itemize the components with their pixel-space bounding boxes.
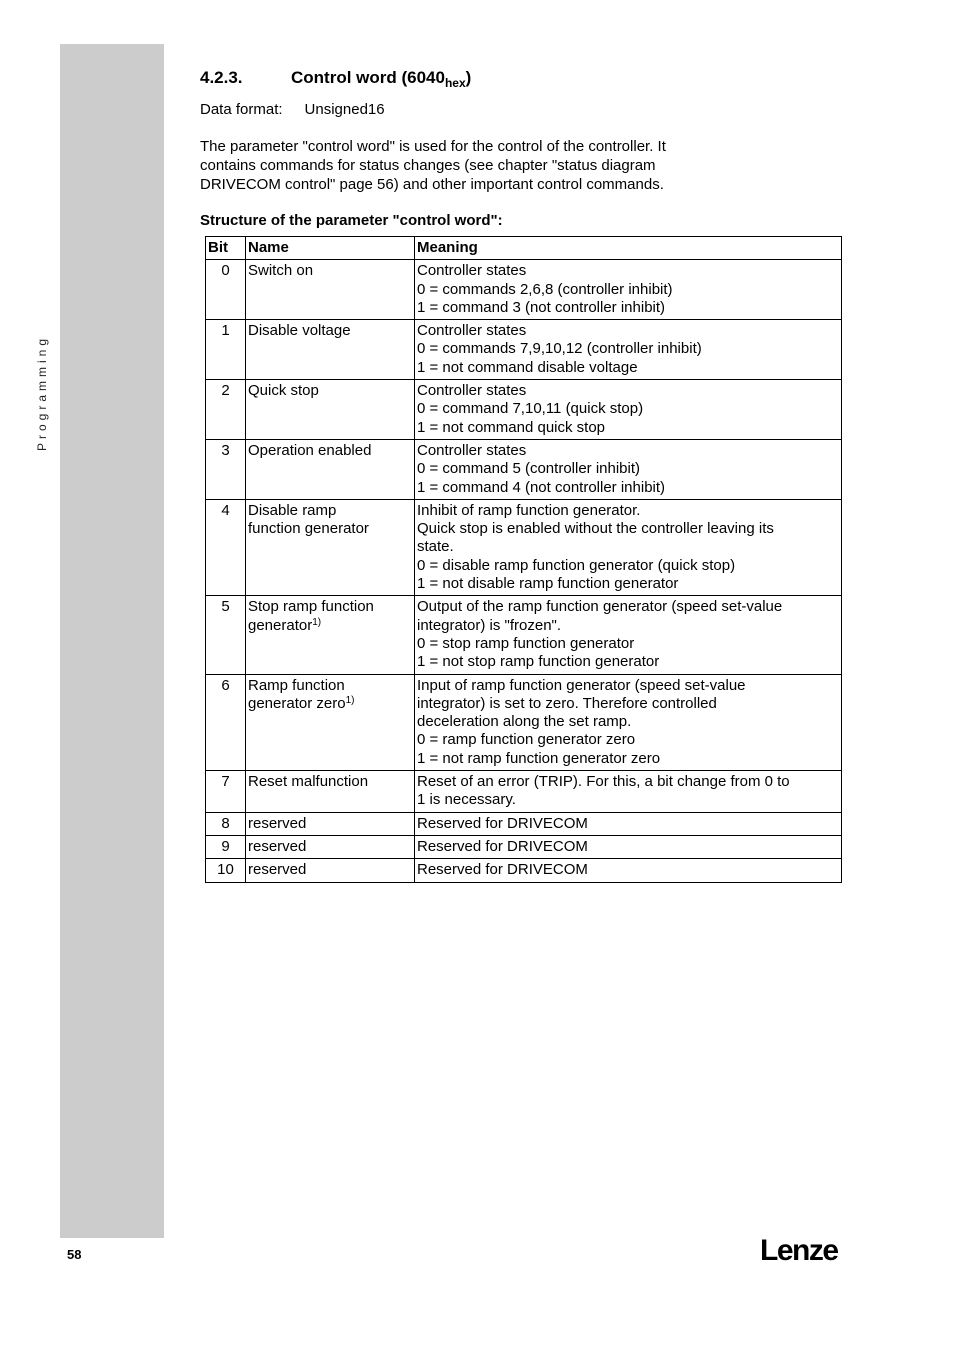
- cell-bit: 10: [206, 859, 246, 882]
- meaning-line: Controller states: [417, 262, 527, 280]
- meaning-line: 1 is necessary.: [417, 791, 516, 809]
- cell-name: [246, 320, 415, 380]
- name-line: [248, 695, 412, 713]
- cell-bit: 3: [206, 439, 246, 499]
- data-format-value: Unsigned16: [304, 101, 385, 118]
- meaning-line: Controller states: [417, 322, 527, 340]
- cell-bit: 6: [206, 674, 246, 770]
- footnote-marker: 1): [312, 616, 322, 628]
- cell-meaning: [415, 380, 842, 440]
- cell-bit: 0: [206, 260, 246, 320]
- meaning-line: Reserved for DRIVECOM: [417, 837, 588, 855]
- name-text: reserved: [248, 814, 307, 832]
- meaning-line: 0 = commands 2,6,8 (controller inhibit): [417, 280, 673, 298]
- cell-meaning: [415, 596, 842, 674]
- name-line: [248, 617, 412, 635]
- data-format-label: Data format:: [200, 101, 283, 118]
- name-line: [248, 861, 412, 879]
- side-label-text: Programming: [35, 334, 49, 452]
- table-row: [206, 859, 842, 882]
- meaning-line: 1 = not command quick stop: [417, 418, 606, 436]
- table-row: [206, 812, 842, 835]
- cell-bit: 4: [206, 499, 246, 595]
- name-text: Ramp function: [248, 676, 345, 694]
- name-line: [248, 815, 412, 833]
- cell-name: [246, 596, 415, 674]
- intro-line: contains commands for status changes (see chapter "status diagram: [200, 157, 656, 174]
- side-band: [60, 44, 164, 1238]
- cell-bit: 1: [206, 320, 246, 380]
- meaning-line: Inhibit of ramp function generator.: [417, 501, 641, 519]
- table-row: [206, 771, 842, 813]
- meaning-line: Reserved for DRIVECOM: [417, 861, 588, 879]
- cell-meaning: [415, 835, 842, 858]
- meaning-line: Quick stop is enabled without the controller leaving its: [417, 520, 774, 538]
- cell-name: [246, 859, 415, 882]
- name-text: Reset malfunction: [248, 773, 369, 791]
- header-name: Name: [246, 237, 415, 260]
- table-row: [206, 674, 842, 770]
- name-text: function generator: [248, 520, 369, 538]
- control-word-table: [205, 236, 842, 883]
- meaning-line: Reset of an error (TRIP). For this, a bit change from 0 to: [417, 773, 790, 791]
- meaning-line: Controller states: [417, 441, 527, 459]
- name-text: Disable ramp: [248, 501, 337, 519]
- meaning-line: integrator) is "frozen".: [417, 616, 562, 634]
- meaning-line: 0 = stop ramp function generator: [417, 634, 635, 652]
- table-row: [206, 260, 842, 320]
- table-body: [206, 260, 842, 882]
- name-line: [248, 598, 412, 616]
- meaning-line: Input of ramp function generator (speed set-value: [417, 676, 746, 694]
- meaning-line: deceleration along the set ramp.: [417, 713, 632, 731]
- meaning-line: 0 = ramp function generator zero: [417, 731, 636, 749]
- cell-meaning: [415, 859, 842, 882]
- cell-meaning: [415, 812, 842, 835]
- cell-bit: 8: [206, 812, 246, 835]
- meaning-line: 0 = command 5 (controller inhibit): [417, 460, 641, 478]
- name-text: Switch on: [248, 262, 314, 280]
- cell-meaning: [415, 674, 842, 770]
- intro-line: DRIVECOM control" page 56) and other important control commands.: [200, 176, 664, 193]
- meaning-line: 1 = not command disable voltage: [417, 358, 638, 376]
- cell-name: [246, 674, 415, 770]
- cell-name: [246, 771, 415, 813]
- name-line: [248, 773, 412, 791]
- name-line: [248, 382, 412, 400]
- name-text: generator zero: [248, 694, 346, 712]
- cell-meaning: [415, 439, 842, 499]
- section-title: Control word (6040: [291, 68, 445, 87]
- name-line: [248, 520, 412, 538]
- name-line: [248, 838, 412, 856]
- section-number: 4.2.3.: [200, 68, 243, 87]
- cell-bit: 2: [206, 380, 246, 440]
- page-number: 58: [67, 1247, 82, 1262]
- name-text: reserved: [248, 837, 307, 855]
- meaning-line: 0 = command 7,10,11 (quick stop): [417, 400, 644, 418]
- table-row: [206, 380, 842, 440]
- cell-name: [246, 812, 415, 835]
- meaning-line: Output of the ramp function generator (speed set-value: [417, 598, 783, 616]
- cell-bit: 9: [206, 835, 246, 858]
- name-text: Operation enabled: [248, 441, 372, 459]
- data-format: [200, 101, 385, 118]
- name-line: [248, 322, 412, 340]
- section-title-subscript: hex: [444, 76, 466, 90]
- intro-paragraph: [200, 137, 720, 194]
- table-row: [206, 835, 842, 858]
- meaning-line: state.: [417, 538, 454, 556]
- cell-bit: 5: [206, 596, 246, 674]
- section-title-close: ): [465, 68, 472, 87]
- meaning-line: 0 = commands 7,9,10,12 (controller inhibit): [417, 340, 702, 358]
- name-line: [248, 502, 412, 520]
- table-row: [206, 499, 842, 595]
- cell-meaning: [415, 771, 842, 813]
- cell-name: [246, 260, 415, 320]
- cell-meaning: [415, 260, 842, 320]
- intro-line: The parameter "control word" is used for the control of the controller. It: [200, 138, 666, 155]
- table-header-row: [206, 237, 842, 260]
- header-bit: Bit: [206, 237, 246, 260]
- meaning-line: 1 = command 4 (not controller inhibit): [417, 478, 666, 496]
- table-row: [206, 596, 842, 674]
- cell-bit: 7: [206, 771, 246, 813]
- cell-name: [246, 439, 415, 499]
- cell-name: [246, 499, 415, 595]
- side-label: [32, 334, 52, 452]
- name-text: Disable voltage: [248, 322, 351, 340]
- name-text: Quick stop: [248, 382, 319, 400]
- cell-meaning: [415, 320, 842, 380]
- table-row: [206, 439, 842, 499]
- lenze-logo: Lenze: [760, 1234, 838, 1267]
- name-line: [248, 442, 412, 460]
- cell-meaning: [415, 499, 842, 595]
- name-line: [248, 262, 412, 280]
- cell-name: [246, 380, 415, 440]
- meaning-line: Reserved for DRIVECOM: [417, 814, 588, 832]
- name-text: Stop ramp function: [248, 598, 374, 616]
- section-heading: [200, 68, 471, 90]
- meaning-line: 1 = command 3 (not controller inhibit): [417, 298, 666, 316]
- meaning-line: Controller states: [417, 382, 527, 400]
- name-text: generator: [248, 616, 313, 634]
- name-text: reserved: [248, 861, 307, 879]
- header-meaning: Meaning: [415, 237, 842, 260]
- meaning-line: 0 = disable ramp function generator (quick stop): [417, 556, 736, 574]
- cell-name: [246, 835, 415, 858]
- meaning-line: 1 = not stop ramp function generator: [417, 653, 660, 671]
- footnote-marker: 1): [345, 694, 355, 706]
- table-row: [206, 320, 842, 380]
- meaning-line: integrator) is set to zero. Therefore controlled: [417, 694, 717, 712]
- meaning-line: 1 = not disable ramp function generator: [417, 575, 679, 593]
- table-title: Structure of the parameter "control word":: [200, 212, 503, 229]
- meaning-line: 1 = not ramp function generator zero: [417, 749, 661, 767]
- name-line: [248, 677, 412, 695]
